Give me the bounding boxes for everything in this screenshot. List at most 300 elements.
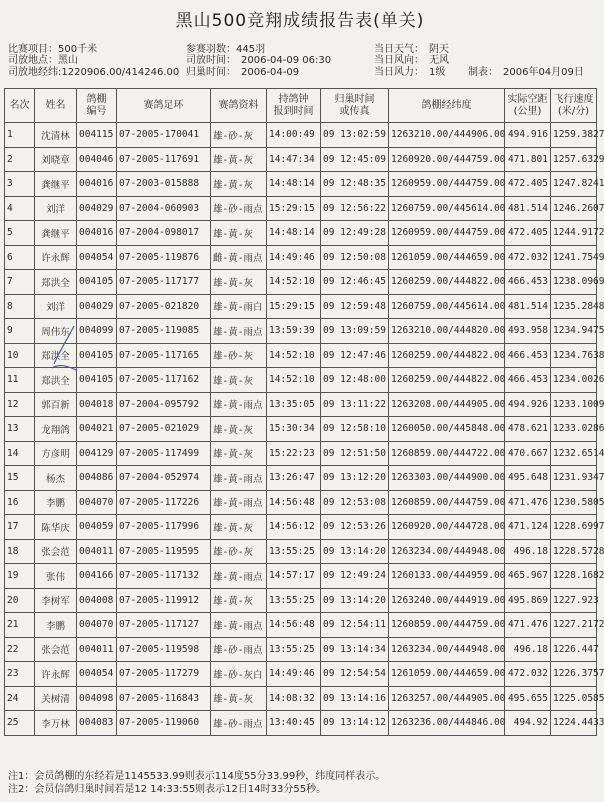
speed-cell: 1227.923	[551, 588, 597, 613]
loft-id-cell: 004099	[77, 319, 117, 344]
loft-coords-cell: 1263240.00/444919.00	[389, 588, 505, 613]
clock-time-cell: 14:48:14	[267, 221, 321, 246]
rank-cell: 23	[5, 662, 35, 687]
loft-id-cell: 004016	[77, 221, 117, 246]
loft-coords-cell: 1263208.00/444905.00	[389, 392, 505, 417]
clock-time-cell: 13:55:25	[267, 588, 321, 613]
name-cell: 杨杰	[35, 466, 77, 491]
footnotes	[8, 770, 385, 796]
clock-time-cell: 15:30:34	[267, 417, 321, 442]
return-time-cell: 09 13:14:12	[321, 711, 389, 736]
bird-info-cell: 雄-黄-灰	[211, 588, 267, 613]
clock-time-cell: 14:52:10	[267, 368, 321, 393]
name-cell: 张会范	[35, 637, 77, 662]
name-cell: 刘洋	[35, 196, 77, 221]
loft-coords-cell: 1260259.00/444822.00	[389, 270, 505, 295]
table-row	[5, 662, 597, 687]
distance-cell: 470.667	[505, 441, 551, 466]
loft-id-cell: 004086	[77, 466, 117, 491]
table-row	[5, 245, 597, 270]
return-time-cell: 09 13:02:59	[321, 123, 389, 148]
loft-coords-cell: 1263236.00/444846.00	[389, 711, 505, 736]
table-row	[5, 637, 597, 662]
weather-info: 当日天气： 阴天	[374, 44, 449, 55]
ring-number-cell: 07-2004-098017	[117, 221, 211, 246]
distance-cell: 496.18	[505, 637, 551, 662]
speed-cell: 1244.9172	[551, 221, 597, 246]
table-body	[5, 123, 604, 736]
loft-id-cell: 004008	[77, 588, 117, 613]
distance-cell: 471.476	[505, 490, 551, 515]
speed-cell: 1246.2607	[551, 196, 597, 221]
clock-time-cell: 14:52:10	[267, 343, 321, 368]
bird-info-cell: 雄-砂-雨点	[211, 711, 267, 736]
rank-cell: 8	[5, 294, 35, 319]
return-time-cell: 09 13:11:22	[321, 392, 389, 417]
clock-time-cell: 15:22:23	[267, 441, 321, 466]
table-row	[5, 172, 597, 197]
ring-number-cell: 07-2004-052974	[117, 466, 211, 491]
return-time-cell: 09 12:59:48	[321, 294, 389, 319]
table-row	[5, 466, 597, 491]
name-cell: 张伟	[35, 564, 77, 589]
return-time-cell: 09 12:56:22	[321, 196, 389, 221]
name-cell: 李树军	[35, 588, 77, 613]
speed-cell: 1231.9347	[551, 466, 597, 491]
table-row	[5, 490, 597, 515]
ring-number-cell: 07-2005-119085	[117, 319, 211, 344]
clock-time-cell: 13:55:25	[267, 539, 321, 564]
column-header: 持鸽钟 报到时间	[267, 89, 321, 123]
name-cell: 许永辉	[35, 662, 77, 687]
table-header-row	[5, 89, 597, 123]
bird-info-cell: 雄-砂-灰白	[211, 662, 267, 687]
loft-id-cell: 004011	[77, 637, 117, 662]
table-row	[5, 564, 597, 589]
loft-id-cell: 004029	[77, 294, 117, 319]
bird-info-cell: 雄-黄-灰	[211, 686, 267, 711]
distance-cell: 494.926	[505, 392, 551, 417]
return-time-cell: 09 13:14:16	[321, 686, 389, 711]
ring-number-cell: 07-2004-095792	[117, 392, 211, 417]
speed-cell: 1232.6514	[551, 441, 597, 466]
bird-info-cell: 雄-砂-灰	[211, 123, 267, 148]
column-header: 鸽棚经纬度	[389, 89, 505, 123]
column-header: 归巢时间 或传真	[321, 89, 389, 123]
speed-cell: 1257.6329	[551, 147, 597, 172]
clock-time-cell: 13:40:45	[267, 711, 321, 736]
rank-cell: 5	[5, 221, 35, 246]
clock-time-cell: 14:52:10	[267, 270, 321, 295]
ring-number-cell: 07-2003-015888	[117, 172, 211, 197]
return-time-cell: 09 12:48:35	[321, 172, 389, 197]
name-cell: 张会范	[35, 539, 77, 564]
loft-coords-cell: 1260859.00/444759.00	[389, 490, 505, 515]
name-cell: 许永辉	[35, 245, 77, 270]
bird-info-cell: 雄-黄-雨点	[211, 392, 267, 417]
rank-cell: 9	[5, 319, 35, 344]
speed-cell: 1235.2848	[551, 294, 597, 319]
loft-coords-cell: 1263257.00/444905.00	[389, 686, 505, 711]
distance-cell: 495.648	[505, 466, 551, 491]
clock-time-cell: 15:29:15	[267, 196, 321, 221]
loft-coords-cell: 1260859.00/444722.00	[389, 441, 505, 466]
table-row	[5, 270, 597, 295]
clock-time-cell: 13:26:47	[267, 466, 321, 491]
bird-info-cell: 雌-黄-雨点	[211, 245, 267, 270]
bird-info-cell: 雄-黄-雨点	[211, 564, 267, 589]
rank-cell: 25	[5, 711, 35, 736]
return-time-cell: 09 13:14:20	[321, 539, 389, 564]
rank-cell: 14	[5, 441, 35, 466]
ring-number-cell: 07-2005-119060	[117, 711, 211, 736]
distance-cell: 478.621	[505, 417, 551, 442]
ring-number-cell: 07-2005-119912	[117, 588, 211, 613]
wind-force-info: 当日风力： 1级	[374, 67, 446, 78]
clock-time-cell: 14:49:46	[267, 245, 321, 270]
loft-coords-cell: 1260920.00/444759.00	[389, 147, 505, 172]
table-row	[5, 441, 597, 466]
speed-cell: 1228.6997	[551, 515, 597, 540]
name-cell: 郑洪全	[35, 343, 77, 368]
ring-number-cell: 07-2005-116843	[117, 686, 211, 711]
column-header: 名次	[5, 89, 35, 123]
loft-id-cell: 004046	[77, 147, 117, 172]
clock-time-cell: 14:49:46	[267, 662, 321, 687]
clock-time-cell: 13:59:39	[267, 319, 321, 344]
clock-time-cell: 14:08:32	[267, 686, 321, 711]
rank-cell: 16	[5, 490, 35, 515]
rank-cell: 7	[5, 270, 35, 295]
column-header: 鸽棚 编号	[77, 89, 117, 123]
return-time-cell: 09 12:46:45	[321, 270, 389, 295]
distance-cell: 481.514	[505, 294, 551, 319]
release-time-info: 司放时间： 2006-04-09 06:30	[186, 55, 332, 66]
speed-cell: 1233.0286	[551, 417, 597, 442]
distance-cell: 472.032	[505, 662, 551, 687]
clock-time-cell: 14:48:14	[267, 172, 321, 197]
table-row	[5, 368, 597, 393]
speed-cell: 1228.5728	[551, 539, 597, 564]
name-cell: 沈清林	[35, 123, 77, 148]
loft-id-cell: 004016	[77, 172, 117, 197]
table-row	[5, 515, 597, 540]
table-row	[5, 588, 597, 613]
rank-cell: 1	[5, 123, 35, 148]
return-time-cell: 09 12:50:08	[321, 245, 389, 270]
distance-cell: 466.453	[505, 343, 551, 368]
loft-coords-cell: 1260133.00/444959.00	[389, 564, 505, 589]
bird-info-cell: 雄-砂-雨点	[211, 637, 267, 662]
loft-id-cell: 004059	[77, 515, 117, 540]
loft-id-cell: 004018	[77, 392, 117, 417]
ring-number-cell: 07-2005-119595	[117, 539, 211, 564]
column-header: 赛鸽资料	[211, 89, 267, 123]
loft-coords-cell: 1260959.00/444759.00	[389, 221, 505, 246]
loft-coords-cell: 1260259.00/444822.00	[389, 368, 505, 393]
speed-cell: 1230.5805	[551, 490, 597, 515]
table-row	[5, 343, 597, 368]
return-time-cell: 09 13:09:59	[321, 319, 389, 344]
wind-direction-info: 当日风向： 无风	[374, 55, 449, 66]
distance-cell: 466.453	[505, 270, 551, 295]
distance-cell: 493.958	[505, 319, 551, 344]
return-time-cell: 09 12:54:54	[321, 662, 389, 687]
bird-info-cell: 雄-黄-雨点	[211, 466, 267, 491]
bird-info-cell: 雄-黄-雨点	[211, 613, 267, 638]
loft-coords-cell: 1260259.00/444822.00	[389, 343, 505, 368]
entries-info: 参赛羽数：445羽	[186, 44, 266, 55]
return-time-cell: 09 13:14:20	[321, 588, 389, 613]
ring-number-cell: 07-2005-117177	[117, 270, 211, 295]
distance-cell: 495.655	[505, 686, 551, 711]
name-cell: 李鹏	[35, 490, 77, 515]
bird-info-cell: 雄-黄-灰	[211, 147, 267, 172]
table-row	[5, 613, 597, 638]
name-cell: 刘洋	[35, 294, 77, 319]
distance-cell: 481.514	[505, 196, 551, 221]
clock-time-cell: 14:56:12	[267, 515, 321, 540]
made-date-info: 制表： 2006年04月09日	[468, 67, 584, 78]
loft-id-cell: 004070	[77, 490, 117, 515]
distance-cell: 472.405	[505, 172, 551, 197]
table-row	[5, 686, 597, 711]
loft-id-cell: 004105	[77, 368, 117, 393]
ring-number-cell: 07-2005-117132	[117, 564, 211, 589]
distance-cell: 466.453	[505, 368, 551, 393]
loft-coords-cell: 1263303.00/444900.00	[389, 466, 505, 491]
return-time-cell: 09 12:47:46	[321, 343, 389, 368]
table-row	[5, 539, 597, 564]
name-cell: 郑洪全	[35, 368, 77, 393]
name-cell: 龙翔鸽	[35, 417, 77, 442]
ring-number-cell: 07-2005-170041	[117, 123, 211, 148]
bird-info-cell: 雄-黄-灰	[211, 270, 267, 295]
ring-number-cell: 07-2005-021820	[117, 294, 211, 319]
return-time-cell: 09 12:53:26	[321, 515, 389, 540]
ring-number-cell: 07-2005-117279	[117, 662, 211, 687]
distance-cell: 472.032	[505, 245, 551, 270]
name-cell: 关树清	[35, 686, 77, 711]
column-header: 飞行速度 (米/分)	[551, 89, 597, 123]
ring-number-cell: 07-2005-119598	[117, 637, 211, 662]
rank-cell: 19	[5, 564, 35, 589]
ring-number-cell: 07-2005-117226	[117, 490, 211, 515]
speed-cell: 1259.3827	[551, 123, 597, 148]
bird-info-cell: 雄-黄-灰	[211, 417, 267, 442]
speed-cell: 1247.8241	[551, 172, 597, 197]
clock-time-cell: 13:55:25	[267, 637, 321, 662]
distance-cell: 494.916	[505, 123, 551, 148]
loft-id-cell: 004098	[77, 686, 117, 711]
column-header: 赛鸽足环	[117, 89, 211, 123]
return-time-cell: 09 13:12:20	[321, 466, 389, 491]
column-header: 实际空距 (公里)	[505, 89, 551, 123]
loft-coords-cell: 1261059.00/444659.00	[389, 662, 505, 687]
return-time-cell: 09 12:58:10	[321, 417, 389, 442]
name-cell: 方彦明	[35, 441, 77, 466]
ring-number-cell: 07-2005-117127	[117, 613, 211, 638]
speed-cell: 1225.0585	[551, 686, 597, 711]
loft-coords-cell: 1263210.00/444906.00	[389, 123, 505, 148]
rank-cell: 11	[5, 368, 35, 393]
speed-cell: 1234.7638	[551, 343, 597, 368]
rank-cell: 21	[5, 613, 35, 638]
return-time-cell: 09 12:49:24	[321, 564, 389, 589]
ring-number-cell: 07-2005-119876	[117, 245, 211, 270]
bird-info-cell: 雄-黄-灰	[211, 368, 267, 393]
loft-id-cell: 004029	[77, 196, 117, 221]
bird-info-cell: 雄-黄-雨点	[211, 490, 267, 515]
loft-id-cell: 004070	[77, 613, 117, 638]
return-time-cell: 09 12:51:50	[321, 441, 389, 466]
distance-cell: 494.92	[505, 711, 551, 736]
table-row	[5, 294, 597, 319]
table-row	[5, 417, 597, 442]
loft-id-cell: 004105	[77, 343, 117, 368]
name-cell: 龚继平	[35, 172, 77, 197]
bird-info-cell: 雄-黄-灰	[211, 441, 267, 466]
table-row	[5, 147, 597, 172]
rank-cell: 12	[5, 392, 35, 417]
return-time-cell: 09 12:54:11	[321, 613, 389, 638]
return-time-cell: 09 13:14:34	[321, 637, 389, 662]
table-row	[5, 221, 597, 246]
clock-time-cell: 14:00:49	[267, 123, 321, 148]
loft-coords-cell: 1263234.00/444948.00	[389, 539, 505, 564]
loft-coords-cell: 1260759.00/445614.00	[389, 294, 505, 319]
rank-cell: 15	[5, 466, 35, 491]
rank-cell: 10	[5, 343, 35, 368]
loft-id-cell: 004054	[77, 245, 117, 270]
distance-cell: 471.124	[505, 515, 551, 540]
return-time-cell: 09 12:53:08	[321, 490, 389, 515]
report-title: 黑山500竞翔成绩报告表(单关)	[175, 11, 425, 31]
bird-info-cell: 雄-砂-雨点	[211, 196, 267, 221]
ring-number-cell: 07-2005-117691	[117, 147, 211, 172]
bird-info-cell: 雄-砂-灰	[211, 539, 267, 564]
rank-cell: 2	[5, 147, 35, 172]
speed-cell: 1234.9475	[551, 319, 597, 344]
results-table	[4, 88, 604, 736]
footnote-1: 注1：会员鸽棚的东经若是1145533.99则表示114度55分33.99秒，纬度同样表示。	[8, 771, 386, 782]
return-time-info: 归巢时间： 2006-04-09	[186, 67, 300, 78]
speed-cell: 1228.1682	[551, 564, 597, 589]
name-cell: 周伟东	[35, 319, 77, 344]
rank-cell: 24	[5, 686, 35, 711]
bird-info-cell: 雄-黄-灰	[211, 515, 267, 540]
rank-cell: 17	[5, 515, 35, 540]
distance-cell: 471.476	[505, 613, 551, 638]
clock-time-cell: 14:47:34	[267, 147, 321, 172]
column-header: 姓名	[35, 89, 77, 123]
bird-info-cell: 雄-黄-雨白	[211, 294, 267, 319]
loft-id-cell: 004083	[77, 711, 117, 736]
ring-number-cell: 07-2005-021029	[117, 417, 211, 442]
table-row	[5, 711, 597, 736]
loft-id-cell: 004011	[77, 539, 117, 564]
handwritten-mark	[46, 324, 86, 376]
loft-coords-cell: 1260759.00/445614.00	[389, 196, 505, 221]
loft-coords-cell: 1260050.00/445848.00	[389, 417, 505, 442]
speed-cell: 1241.7549	[551, 245, 597, 270]
speed-cell: 1226.3757	[551, 662, 597, 687]
rank-cell: 6	[5, 245, 35, 270]
name-cell: 郑洪全	[35, 270, 77, 295]
loft-id-cell: 004054	[77, 662, 117, 687]
distance-cell: 496.18	[505, 539, 551, 564]
name-cell: 龚继平	[35, 221, 77, 246]
clock-time-cell: 15:29:15	[267, 294, 321, 319]
bird-info-cell: 雄-黄-灰	[211, 172, 267, 197]
loft-coords-cell: 1260959.00/444759.00	[389, 172, 505, 197]
clock-time-cell: 13:35:05	[267, 392, 321, 417]
return-time-cell: 09 12:45:09	[321, 147, 389, 172]
speed-cell: 1226.447	[551, 637, 597, 662]
speed-cell: 1233.1009	[551, 392, 597, 417]
name-cell: 刘晓章	[35, 147, 77, 172]
table-row	[5, 123, 597, 148]
rank-cell: 4	[5, 196, 35, 221]
rank-cell: 20	[5, 588, 35, 613]
event-info: 比赛项目：500千米	[8, 44, 98, 55]
clock-time-cell: 14:57:17	[267, 564, 321, 589]
clock-time-cell: 14:56:48	[267, 490, 321, 515]
loft-coords-cell: 1263210.00/444820.00	[389, 319, 505, 344]
rank-cell: 3	[5, 172, 35, 197]
table-row	[5, 392, 597, 417]
loft-id-cell: 004105	[77, 270, 117, 295]
loft-coords-cell: 1263234.00/444948.00	[389, 637, 505, 662]
name-cell: 李鹏	[35, 613, 77, 638]
name-cell: 李万林	[35, 711, 77, 736]
bird-info-cell: 雄-黄-灰	[211, 221, 267, 246]
loft-id-cell: 004129	[77, 441, 117, 466]
ring-number-cell: 07-2005-117165	[117, 343, 211, 368]
return-time-cell: 09 12:49:28	[321, 221, 389, 246]
bird-info-cell: 雄-黄-雨点	[211, 319, 267, 344]
speed-cell: 1224.4433	[551, 711, 597, 736]
clock-time-cell: 14:56:48	[267, 613, 321, 638]
name-cell: 郭百新	[35, 392, 77, 417]
release-site-info: 司放地点：黑山	[8, 55, 78, 66]
speed-cell: 1238.0969	[551, 270, 597, 295]
rank-cell: 22	[5, 637, 35, 662]
distance-cell: 471.801	[505, 147, 551, 172]
loft-id-cell: 004021	[77, 417, 117, 442]
ring-number-cell: 07-2005-117162	[117, 368, 211, 393]
ring-number-cell: 07-2004-060903	[117, 196, 211, 221]
table-row	[5, 196, 597, 221]
speed-cell: 1234.0026	[551, 368, 597, 393]
rank-cell: 18	[5, 539, 35, 564]
loft-id-cell: 004166	[77, 564, 117, 589]
distance-cell: 472.405	[505, 221, 551, 246]
loft-coords-cell: 1260920.00/444728.00	[389, 515, 505, 540]
ring-number-cell: 07-2005-117499	[117, 441, 211, 466]
loft-coords-cell: 1260859.00/444759.00	[389, 613, 505, 638]
distance-cell: 495.869	[505, 588, 551, 613]
footnote-2: 注2：会员信鸽归巢时间若是12 14:33:55则表示12日14时33分55秒。	[8, 784, 327, 795]
table-row	[5, 319, 597, 344]
return-time-cell: 09 12:48:00	[321, 368, 389, 393]
rank-cell: 13	[5, 417, 35, 442]
distance-cell: 465.967	[505, 564, 551, 589]
loft-id-cell: 004115	[77, 123, 117, 148]
release-coords-info: 司放地经纬:1220906.00/414246.00	[8, 67, 180, 78]
bird-info-cell: 雄-砂-灰	[211, 343, 267, 368]
name-cell: 陈华庆	[35, 515, 77, 540]
